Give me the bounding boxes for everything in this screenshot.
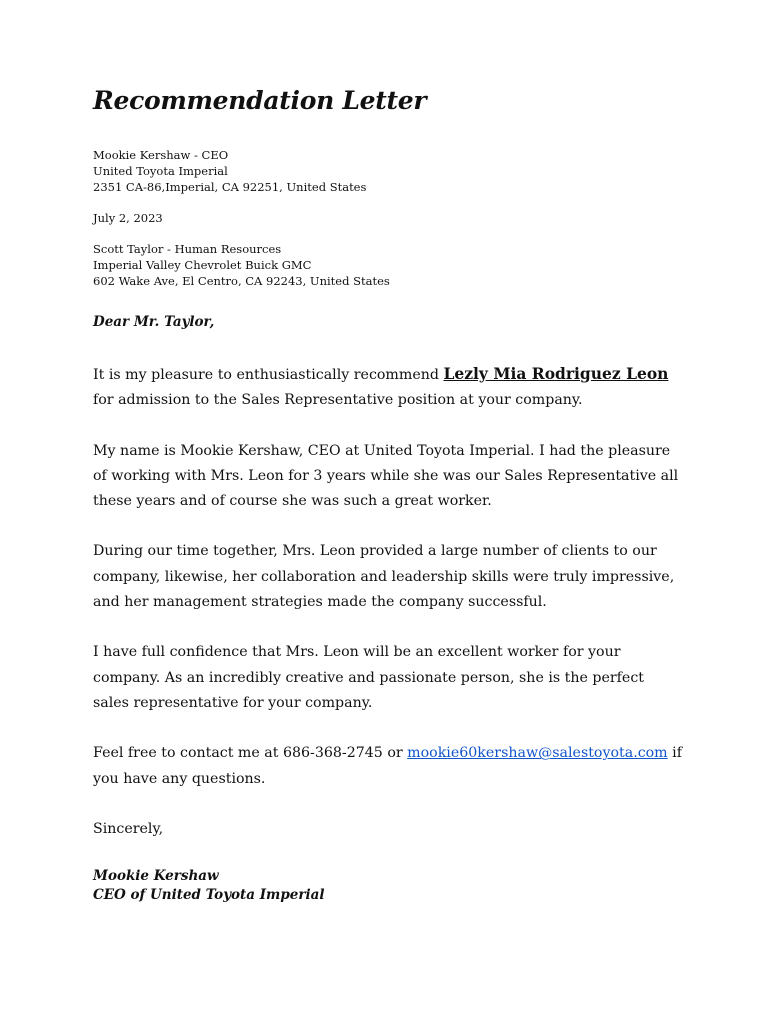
recipient-address-block — [93, 241, 683, 289]
signature-title: CEO of United Toyota Imperial — [93, 886, 325, 903]
recipient-name-line: Scott Taylor - Human Resources — [93, 242, 282, 256]
paragraph-contact — [93, 741, 683, 792]
signature-block — [93, 867, 683, 905]
sender-address-block — [93, 147, 683, 195]
email-link[interactable]: mookie60kershaw@salestoyota.com — [407, 745, 668, 762]
sender-street-line: 2351 CA-86,Imperial, CA 92251, United States — [93, 180, 367, 194]
sender-name-line: Mookie Kershaw - CEO — [93, 148, 229, 162]
paragraph-text: for admission to the Sales Representative position at your company. — [93, 392, 583, 409]
letter-title: Recommendation Letter — [93, 86, 427, 115]
candidate-name-link[interactable]: Lezly Mia Rodriguez Leon — [443, 364, 669, 383]
salutation: Dear Mr. Taylor, — [93, 314, 215, 330]
paragraph-text: It is my pleasure to enthusiastically recommend — [93, 367, 444, 383]
closing: Sincerely, — [93, 820, 164, 837]
paragraph-achievements: During our time together, Mrs. Leon provided a large number of clients to our company, likewise, her collaboration and leadership skills were truly impressive, and her management strategies made the company successful. — [93, 543, 675, 611]
paragraph-text: Feel free to contact me at 686-368-2745 or — [93, 745, 408, 762]
signature-name: Mookie Kershaw — [93, 867, 219, 884]
paragraph-confidence: I have full confidence that Mrs. Leon will be an excellent worker for your company. As an incredibly creative and passionate person, she is the perfect sales representative for your company. — [93, 644, 644, 711]
letter-page — [93, 84, 683, 905]
paragraph-text: if you have any questions. — [93, 745, 682, 787]
recipient-company-line: Imperial Valley Chevrolet Buick GMC — [93, 258, 312, 272]
paragraph-introduction: My name is Mookie Kershaw, CEO at United Toyota Imperial. I had the pleasure of working with Mrs. Leon for 3 years while she was our Sales Representative all these years and of course she was such a great worker. — [93, 442, 679, 510]
letter-date: July 2, 2023 — [93, 211, 163, 225]
recipient-street-line: 602 Wake Ave, El Centro, CA 92243, United States — [93, 274, 390, 288]
paragraph-recommendation — [93, 361, 683, 414]
sender-company-line: United Toyota Imperial — [93, 164, 228, 178]
